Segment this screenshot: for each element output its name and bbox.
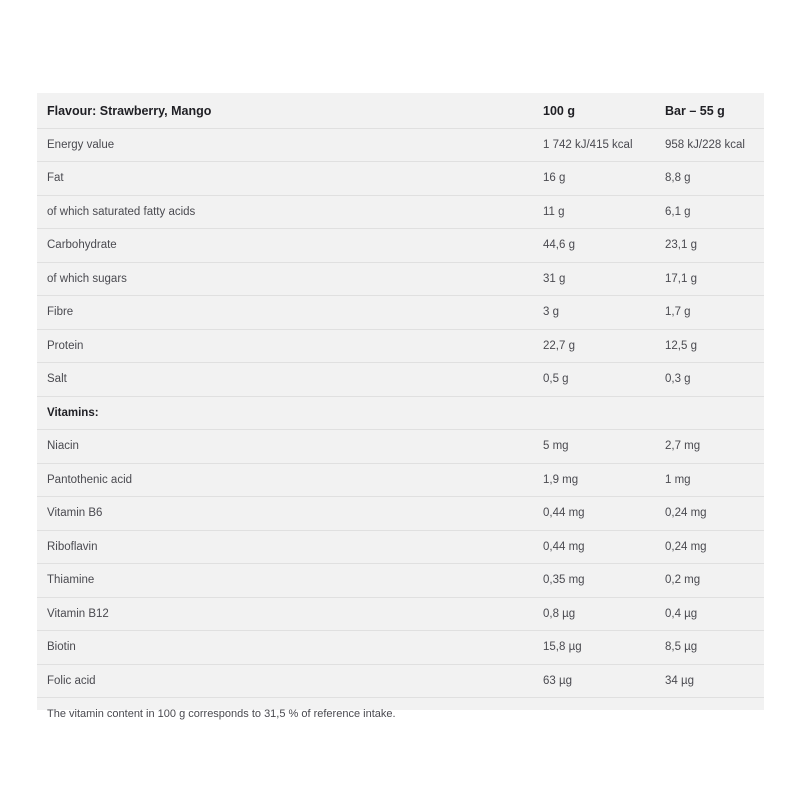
vitamin-name: Biotin bbox=[37, 631, 533, 665]
vitamin-per-bar: 2,7 mg bbox=[659, 430, 764, 464]
table-row bbox=[37, 664, 764, 698]
table-row bbox=[37, 229, 764, 263]
vitamin-per-bar: 0,4 µg bbox=[659, 597, 764, 631]
nutrition-table bbox=[37, 95, 764, 731]
vitamin-per-100g: 0,44 mg bbox=[533, 497, 659, 531]
per-bar-header: Bar – 55 g bbox=[659, 95, 764, 128]
vitamin-per-bar: 0,2 mg bbox=[659, 564, 764, 598]
nutrient-name: Protein bbox=[37, 329, 533, 363]
nutrient-per-100g: 0,5 g bbox=[533, 363, 659, 397]
vitamin-per-bar: 8,5 µg bbox=[659, 631, 764, 665]
nutrient-name: of which saturated fatty acids bbox=[37, 195, 533, 229]
nutrient-per-bar: 6,1 g bbox=[659, 195, 764, 229]
vitamin-name: Riboflavin bbox=[37, 530, 533, 564]
vitamin-per-bar: 0,24 mg bbox=[659, 497, 764, 531]
nutrient-name: Salt bbox=[37, 363, 533, 397]
table-row bbox=[37, 463, 764, 497]
nutrient-per-bar: 17,1 g bbox=[659, 262, 764, 296]
vitamin-per-100g: 1,9 mg bbox=[533, 463, 659, 497]
nutrient-per-100g: 1 742 kJ/415 kcal bbox=[533, 128, 659, 162]
nutrient-per-bar: 958 kJ/228 kcal bbox=[659, 128, 764, 162]
nutrient-per-bar: 12,5 g bbox=[659, 329, 764, 363]
table-header-row bbox=[37, 95, 764, 128]
vitamin-name: Pantothenic acid bbox=[37, 463, 533, 497]
vitamin-per-100g: 5 mg bbox=[533, 430, 659, 464]
vitamin-per-bar: 0,24 mg bbox=[659, 530, 764, 564]
table-row bbox=[37, 430, 764, 464]
nutrient-per-100g: 16 g bbox=[533, 162, 659, 196]
nutrient-per-100g: 22,7 g bbox=[533, 329, 659, 363]
footnote-row bbox=[37, 698, 764, 731]
vitamin-per-100g: 0,44 mg bbox=[533, 530, 659, 564]
vitamin-name: Thiamine bbox=[37, 564, 533, 598]
table-row bbox=[37, 329, 764, 363]
nutrient-name: Carbohydrate bbox=[37, 229, 533, 263]
vitamins-heading: Vitamins: bbox=[37, 396, 533, 430]
table-row bbox=[37, 162, 764, 196]
table-row bbox=[37, 296, 764, 330]
table-row bbox=[37, 128, 764, 162]
vitamin-per-100g: 0,35 mg bbox=[533, 564, 659, 598]
nutrient-name: Energy value bbox=[37, 128, 533, 162]
flavour-header: Flavour: Strawberry, Mango bbox=[37, 95, 533, 128]
nutrient-name: of which sugars bbox=[37, 262, 533, 296]
vitamin-per-100g: 63 µg bbox=[533, 664, 659, 698]
table-row bbox=[37, 497, 764, 531]
vitamin-name: Vitamin B12 bbox=[37, 597, 533, 631]
table-row bbox=[37, 597, 764, 631]
vitamin-name: Vitamin B6 bbox=[37, 497, 533, 531]
vitamin-per-100g: 15,8 µg bbox=[533, 631, 659, 665]
table-row bbox=[37, 564, 764, 598]
vitamins-section-row bbox=[37, 396, 764, 430]
table-row bbox=[37, 631, 764, 665]
vitamin-name: Folic acid bbox=[37, 664, 533, 698]
nutrient-per-100g: 11 g bbox=[533, 195, 659, 229]
table-row bbox=[37, 530, 764, 564]
nutrient-per-bar: 8,8 g bbox=[659, 162, 764, 196]
nutrient-per-bar: 0,3 g bbox=[659, 363, 764, 397]
table-row bbox=[37, 195, 764, 229]
nutrient-per-100g: 44,6 g bbox=[533, 229, 659, 263]
vitamin-per-bar: 1 mg bbox=[659, 463, 764, 497]
nutrient-per-bar: 1,7 g bbox=[659, 296, 764, 330]
table-row bbox=[37, 363, 764, 397]
vitamin-per-bar: 34 µg bbox=[659, 664, 764, 698]
nutrient-per-bar: 23,1 g bbox=[659, 229, 764, 263]
nutrient-per-100g: 31 g bbox=[533, 262, 659, 296]
vitamin-footnote: The vitamin content in 100 g corresponds to 31,5 % of reference intake. bbox=[47, 708, 396, 721]
nutrient-name: Fibre bbox=[37, 296, 533, 330]
nutrient-name: Fat bbox=[37, 162, 533, 196]
vitamin-name: Niacin bbox=[37, 430, 533, 464]
table-row bbox=[37, 262, 764, 296]
vitamin-per-100g: 0,8 µg bbox=[533, 597, 659, 631]
per-100g-header: 100 g bbox=[533, 95, 659, 128]
nutrient-per-100g: 3 g bbox=[533, 296, 659, 330]
